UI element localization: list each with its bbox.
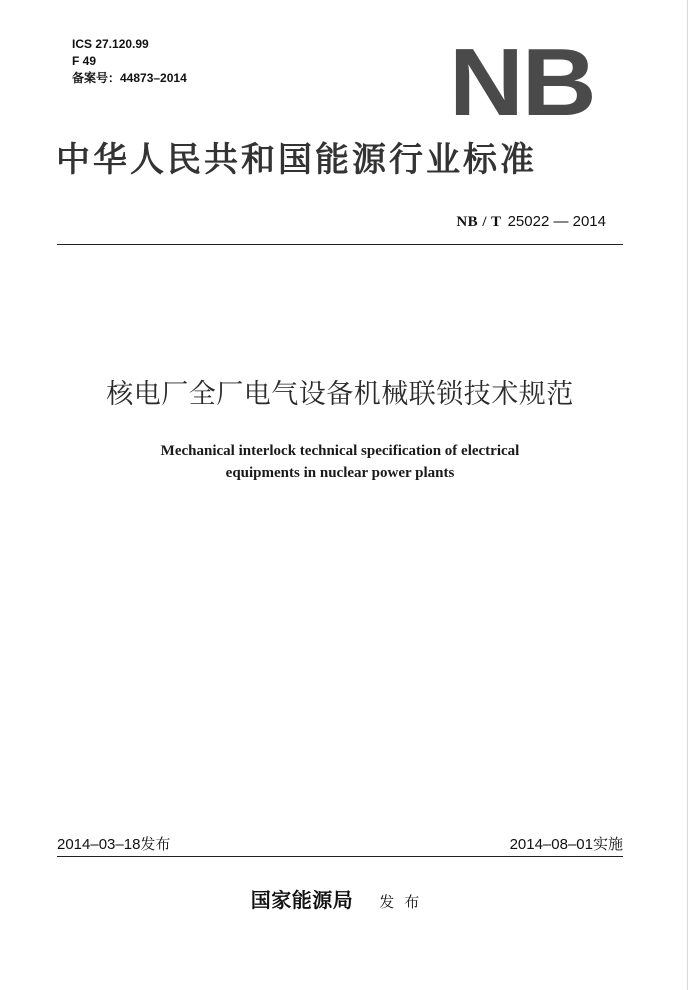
title-chinese: 核电厂全厂电气设备机械联锁技术规范 <box>106 379 574 410</box>
classification-block <box>72 36 187 87</box>
scan-edge-line <box>687 0 688 990</box>
issuer-line <box>0 884 680 913</box>
top-divider <box>57 244 623 245</box>
bottom-divider <box>57 856 623 857</box>
nb-logo: NB <box>449 29 595 136</box>
title-english-line-2: equipments in nuclear power plants <box>225 465 455 481</box>
standard-number <box>456 213 606 231</box>
ics-code: ICS 27.120.99 <box>72 37 149 51</box>
record-number: 备案号：44873–2014 <box>72 71 187 85</box>
title-english-line-1: Mechanical interlock technical specification of electrical <box>160 443 520 459</box>
standard-code: NB / T <box>456 214 502 230</box>
ccs-code: F 49 <box>72 54 97 68</box>
implementation-date: 2014–08–01实施 <box>509 836 623 853</box>
title-english <box>0 440 680 484</box>
issue-date: 2014–03–18发布 <box>57 836 171 853</box>
publish-label: 发布 <box>379 893 430 911</box>
standard-year-number: 25022 — 2014 <box>507 213 606 230</box>
issuing-organization: 国家能源局 <box>250 888 354 912</box>
standard-category-header: 中华人民共和国能源行业标准 <box>56 140 537 180</box>
